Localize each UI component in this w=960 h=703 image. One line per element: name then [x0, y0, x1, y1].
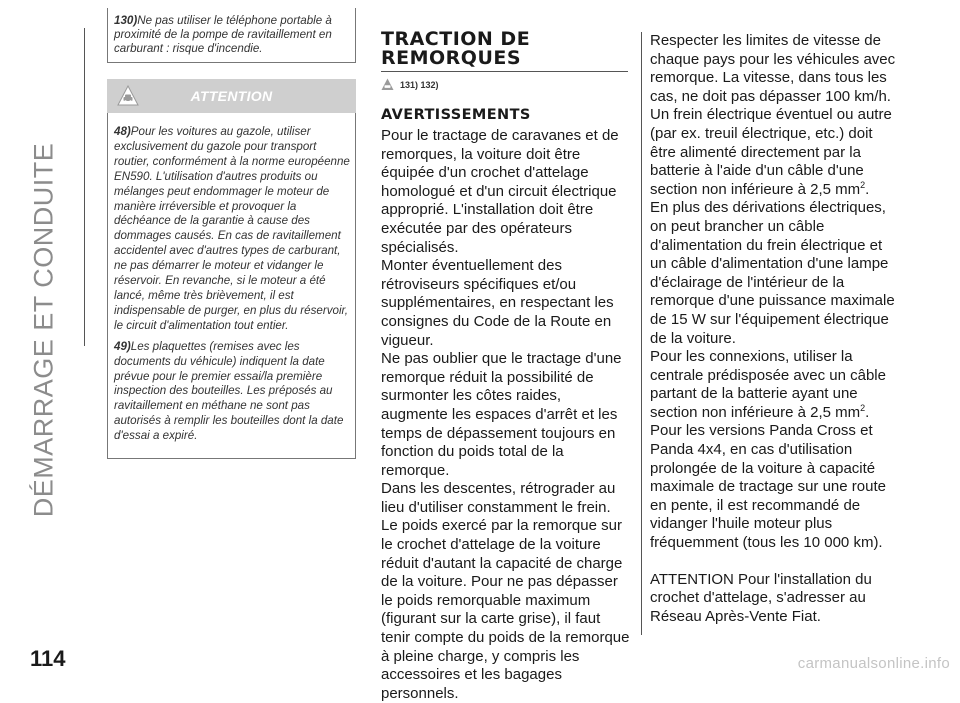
note-number: 130): [114, 14, 138, 27]
paragraph: [650, 348, 900, 422]
paragraph: Pour les versions Panda Cross et Panda 4x4, en cas d'utilisation prolongée de la voiture à capacité maximale de tractage sur une route en pente, il est recommandé de vidanger l'huile moteur plus fréquemment (tous les 10 000 km).: [650, 422, 886, 552]
column-divider: [641, 32, 642, 635]
paragraph: Le poids exercé par la remorque sur le crochet d'attelage de la voiture réduit d'autant la capacité de charge de la voiture. Pour ne pas dépasser le poids remorquable maximum (figurant sur la carte grise), il faut tenir compte du poids de la remorque à pleine charge, y compris les accessoires et les bagages personnels.: [381, 517, 630, 702]
attention-item-49: [114, 340, 351, 444]
towing-column: [381, 30, 631, 703]
note-130: [107, 8, 356, 63]
subsection-title: AVERTISSEMENTS: [381, 107, 531, 123]
page-number: 114: [30, 646, 66, 671]
warnings-column: [107, 8, 356, 459]
towing-text: [381, 127, 631, 703]
section-references: [381, 78, 631, 91]
attention-header: [107, 79, 356, 113]
attention-note: ATTENTION Pour l'installation du crochet d'attelage, s'adresser au Réseau Après-Vente Fiat.: [650, 570, 872, 625]
attention-label: ATTENTION: [190, 88, 273, 104]
paragraph-end: .: [865, 403, 870, 421]
paragraph-text: Pour les connexions, utiliser la centrale prédisposée avec un câble partant de la batterie ayant une section non inférieure à 2,5 mm: [650, 348, 886, 421]
item-number: 49): [114, 339, 131, 353]
section-title: [381, 30, 631, 68]
chapter-side-title: DÉMARRAGE ET CONDUITE: [28, 142, 59, 518]
superscript: 2: [860, 179, 866, 190]
towing-column-continued: [650, 32, 900, 626]
note-text: Ne pas utiliser le téléphone portable à proximité de la pompe de ravitaillement en carburant : risque d'incendie.: [114, 14, 332, 55]
car-warning-icon: [117, 85, 139, 107]
paragraph: Respecter les limites de vitesse de chaque pays pour les véhicules avec remorque. La vitesse, dans tous les cas, ne doit pas dépasser 100 km/h.: [650, 32, 896, 105]
attention-item-48: [114, 125, 351, 334]
paragraph: Dans les descentes, rétrograder au lieu d'utiliser constamment le frein.: [381, 480, 616, 516]
section-title-line1: TRACTION DE: [381, 28, 531, 50]
paragraph: Pour le tractage de caravanes et de remorques, la voiture doit être équipée d'un crochet d'attelage homologué et d'un circuit électrique approprié. L'installation doit être exécutée par des opérateurs spécialisés.: [381, 127, 619, 256]
reference-numbers: 131) 132): [400, 79, 439, 90]
item-text: Pour les voitures au gazole, utiliser exclusivement du gazole pour transport routier, conformément à la norme européenne EN590. L'utilisation d'autres produits ou mélanges peut endommager le moteur de manière irréversible et provoquer la déchéance de la garantie à cause des dommages causés. En cas de ravitaillement accidentel avec d'autres types de carburant, ne pas démarrer le moteur et vidanger le réservoir. En revanche, si le moteur a été lancé, même très brièvement, il est indispensable de purger, en plus du réservoir, le circuit d'alimentation tout entier.: [114, 125, 350, 332]
item-number: 48): [114, 125, 131, 138]
side-divider: [84, 28, 85, 346]
warning-triangle-icon: [381, 78, 394, 91]
section-title-line2: REMORQUES: [381, 47, 522, 69]
paragraph: [650, 106, 900, 199]
paragraph-end: .: [865, 180, 870, 198]
spacer: [650, 553, 900, 571]
paragraph: Ne pas oublier que le tractage d'une remorque réduit la possibilité de surmonter les côtes raides, augmente les espaces d'arrêt et les temps de dépassement toujours en fonction du poids total de la remorque.: [381, 350, 622, 479]
attention-body: [107, 113, 356, 459]
watermark: carmanualsonline.info: [797, 655, 950, 672]
item-text: Les plaquettes (remises avec les documents du véhicule) indiquent la date prévue pour le premier essai/la première inspection des bouteilles. Les préposés au ravitaillement en méthane ne sont pas autorisés à remplir les bouteilles dont la date d'essai a expiré.: [114, 339, 344, 443]
paragraph: Monter éventuellement des rétroviseurs spécifiques et/ou supplémentaires, en respectant les consignes du Code de la Route en vigueur.: [381, 257, 614, 349]
paragraph-text: Un frein électrique éventuel ou autre (par ex. treuil électrique, etc.) doit être alimenté directement par la batterie à l'aide d'un câble d'une section non inférieure à 2,5 mm: [650, 106, 892, 198]
title-rule: [381, 71, 628, 72]
superscript: 2: [860, 402, 866, 413]
paragraph: En plus des dérivations électriques, on peut brancher un câble d'alimentation du frein électrique et un câble d'alimentation d'une lampe d'éclairage de l'intérieur de la remorque d'une puissance maximale de 15 W sur l'équipement électrique de la voiture.: [650, 199, 895, 347]
